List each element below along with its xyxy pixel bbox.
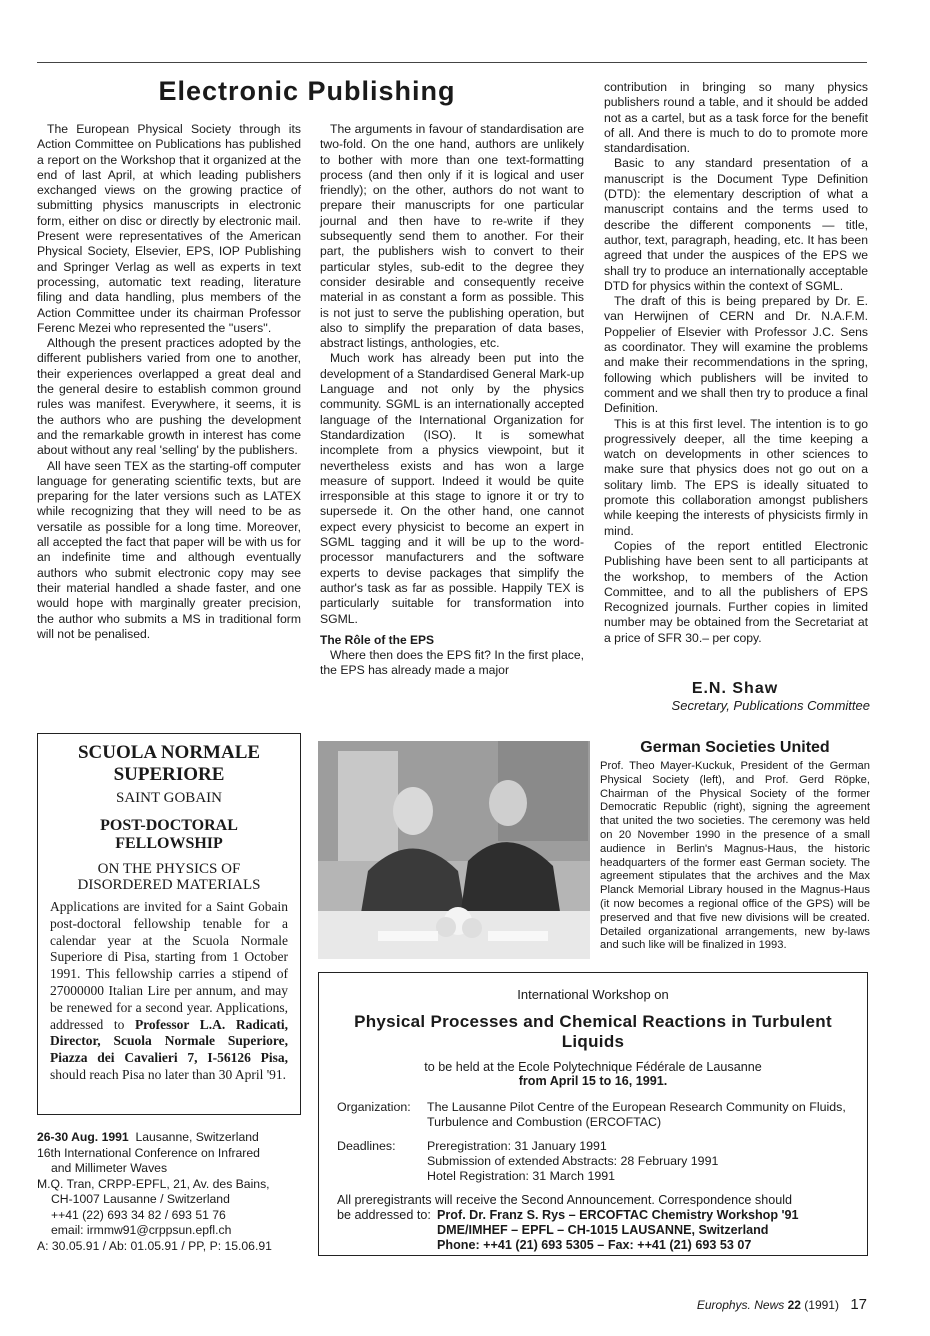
deadline-item: Preregistration: 31 January 1991 xyxy=(427,1139,607,1153)
paragraph: Where then does the EPS fit? In the first place, the EPS has already made a major xyxy=(320,648,584,678)
top-rule xyxy=(37,62,867,63)
correspondence-line: Prof. Dr. Franz S. Rys – ERCOFTAC Chemistry Workshop '91 xyxy=(437,1208,799,1222)
page-number: 17 xyxy=(850,1296,867,1313)
organization-row xyxy=(337,1100,849,1139)
ad-position: POST-DOCTORAL FELLOWSHIP xyxy=(100,817,238,852)
photo-illustration xyxy=(318,741,590,959)
correspondence-prefix: be addressed to: xyxy=(337,1208,431,1222)
author-role: Secretary, Publications Committee xyxy=(671,698,870,713)
article-title: Electronic Publishing xyxy=(158,76,456,106)
page-footer xyxy=(600,1296,867,1313)
ad-body-text: Applications are invited for a Saint Gobain post-doctoral fellowship tenable for a calendar year at the Scuola Normale Superiore di Pisa, starting from 1 October 1991. This fellowship carries a stipend of 27000000 Italian Lire per annum, and may be renewed for a second year. Applications, addressed to xyxy=(50,899,288,1032)
organization-text: The Lausanne Pilot Centre of the European Research Community on Fluids, Turbulence and Combustion (ERCOFTAC) xyxy=(427,1100,846,1129)
author-name: E.N. Shaw xyxy=(691,680,779,697)
deadlines-list xyxy=(427,1139,849,1193)
correspondence xyxy=(337,1193,849,1253)
conference-email: email: irmmw91@crppsun.epfl.ch xyxy=(51,1223,232,1237)
organization-label: Organization: xyxy=(337,1100,411,1114)
journal-year: (1991) xyxy=(804,1298,839,1312)
workshop-dates: from April 15 to 16, 1991. xyxy=(518,1074,668,1088)
deadline-item: Submission of extended Abstracts: 28 February 1991 xyxy=(427,1154,719,1168)
ad-location: SAINT GOBAIN xyxy=(116,790,222,806)
journal-volume: 22 xyxy=(787,1298,801,1312)
paragraph: contribution in bringing so many physics publishers round a table, and it should be added not as a cartel, but as a task force for the benefit of all. And there is much to do to promote more standardisation. xyxy=(604,80,868,156)
workshop-announcement xyxy=(318,972,868,1256)
paragraph: Basic to any standard presentation of a manuscript is the Document Type Definition (DTD): the elementary description of what a manuscript contains and the terms used to describe the different components — title, author, text, paragraph, heading, etc. It has been agreed that under the auspices of the EPS we shall try to produce an internationally acceptable DTD for physics within the context of SGML. xyxy=(604,156,868,293)
workshop-venue: to be held at the Ecole Polytechnique Fédérale de Lausanne xyxy=(424,1060,762,1074)
conference-name: 16th International Conference on Infrared xyxy=(37,1145,260,1160)
paragraph: Although the present practices adopted by the different publishers varied from one to another, their experiences overlapped a great deal and the general desire to establish common ground rules was manifest. Everywhere, it seems, it is the authors who are pushing the development and the remarkable growth in interest has come about without any real 'selling' by the publishers. xyxy=(37,336,301,458)
conference-date: 26-30 Aug. 1991 xyxy=(37,1130,129,1144)
signing-ceremony-photo xyxy=(318,741,590,959)
deadline-item: Hotel Registration: 31 March 1991 xyxy=(427,1169,616,1183)
paragraph: The arguments in favour of standardisation are two-fold. On the one hand, authors are unlikely to bother with more than one text-formatting process (and then only if it is logical and user friendly); on the other, authors do not want to prepare their manuscripts for one particular journal and then have to re-write if they subsequently send them to another. For their part, the publishers wish to convert to their particular styles, sub-edit to the degree they consider desirable and consequently receive material in as constant a form as possible. This is not just to serve the publishing operation, but also to simplify the preparation of data bases, abstract listings, anthologies, etc. xyxy=(320,122,584,351)
correspondence-address xyxy=(337,1208,849,1253)
conference-deadlines: A: 30.05.91 / Ab: 01.05.91 / PP, P: 15.06.91 xyxy=(37,1238,272,1253)
paragraph: This is at this first level. The intention is to go progressively deeper, all the time keeping a watch on developments in other sciences to make sure that physics does not go out on a solitary limb. The EPS is ideally situated to promote this collaboration amongst publishers while keeping the interests of physicists firmly in mind. xyxy=(604,416,868,538)
conference-place: Lausanne, Switzerland xyxy=(135,1130,259,1144)
ad-body xyxy=(50,899,288,1084)
workshop-title: Physical Processes and Chemical Reactions in Turbulent Liquids xyxy=(354,1012,832,1051)
article-column-2 xyxy=(320,122,584,679)
german-societies-title: German Societies United xyxy=(640,739,830,756)
ad-body-end: should reach Pisa no later than 30 April '91. xyxy=(50,1066,287,1082)
ad-address: Professor L.A. Radicati, Director, Scuola Normale Superiore, Piazza dei Cavalieri 7, I-56126 Pisa, xyxy=(50,1016,288,1066)
article-column-1 xyxy=(37,122,301,642)
journal-name: Europhys. News xyxy=(696,1298,785,1312)
workshop-intro: International Workshop on xyxy=(517,987,669,1002)
conference-contact-cont: CH-1007 Lausanne / Switzerland xyxy=(51,1192,230,1206)
deadlines-label: Deadlines: xyxy=(337,1139,396,1153)
conference-contact: M.Q. Tran, CRPP-EPFL, 21, Av. des Bains, xyxy=(37,1176,270,1191)
conference-listing xyxy=(37,1130,301,1254)
author-signature xyxy=(600,680,870,713)
paragraph: Copies of the report entitled Electronic Publishing have been sent to all participants at the workshop, to members of the Action Committee, and to all the publishers of EPS Recognized journals. Further copies in limited number may be obtained from the Secretariat at a price of SFR 30.– per copy. xyxy=(604,538,868,645)
fellowship-ad xyxy=(37,733,301,1115)
ad-subject: ON THE PHYSICS OF DISORDERED MATERIALS xyxy=(77,861,261,893)
ad-institution: SCUOLA NORMALE SUPERIORE xyxy=(77,742,261,785)
article-column-3 xyxy=(604,80,868,646)
correspondence-line: DME/IMHEF – EPFL – CH-1015 LAUSANNE, Switzerland xyxy=(437,1223,769,1237)
correspondence-line: Phone: ++41 (21) 693 5305 – Fax: ++41 (21) 693 53 07 xyxy=(437,1238,752,1252)
conference-name-cont: and Millimeter Waves xyxy=(51,1161,168,1175)
paragraph: The European Physical Society through its Action Committee on Publications has published a report on the Workshop that it organized at the end of last April, at which leading publishers exchanged views on the growing practice of submitting physics manuscripts in electronic form, either on disc or directly by electronic mail. Present were representatives of the American Physical Society, Elsevier, EPS, IOP Publishing and Springer Verlag as well as experts in text processing, automatic text reading, literature filing and data handling, plus members of the Action Committee under its chairman Professor Ferenc Mezei who represented the ''users''. xyxy=(37,122,301,335)
deadlines-row xyxy=(337,1139,849,1193)
section-heading: The Rôle of the EPS xyxy=(320,632,435,647)
paragraph: All have seen TEX as the starting-off computer language for generating scientific texts, but are preparing for the later versions such as LATEX while recognizing that they will need to be as versatile as possible for a long time. Moreover, all accepted the fact that paper will be with us for an indefinite time and although eventually authors who submit electronic copy may see their material handled a shade faster, and one would hope with marginally greater precision, the author who submits a MS in traditional form will not be penalised. xyxy=(37,458,301,641)
conference-phone: ++41 (22) 693 34 82 / 693 51 76 xyxy=(51,1207,226,1222)
paragraph: Much work has already been put into the development of a Standardised General Mark-up Language and not only by the physics community. SGML is an internationally accepted language of the International Organization for Standardization (ISO). It is somewhat incomplete from a physics viewpoint, but it nevertheless exists and has won a large measure of support. Indeed it would be quite irresponsible at this stage to ignore it or try to supersede it. On the other hand, one cannot expect every physicist to become an expert in SGML tagging and it will be up to the word-processor manufacturers and the software experts to devise packages that simplify the author's task as far as possible. Happily TEX is particularly suitable for transformation into SGML. xyxy=(320,351,584,626)
paragraph: The draft of this is being prepared by Dr. E. van Herwijnen of CERN and Dr. N.A.F.M. Poppelier of Elsevier with Professor J.C. Sens as coordinator. They will examine the problems and make their recommendations in the spring, following which publishers will be invited to comment and we shall then try to produce a final Definition. xyxy=(604,294,868,416)
german-societies-body: Prof. Theo Mayer-Kuckuk, President of the German Physical Society (left), and Prof. Gerd Röpke, Chairman of the Physical Society of the former Democratic Republic (right), signing the agreement that united the two societies. The ceremony was held on 20 November 1990 in the presence of a small audience in Berlin's Magnus-Haus, the historic headquarters of the former east German society. The agreement stipulates that the archives and the Max Planck Memorial Library housed in the Magnus-Haus (it now becomes a regional office of the GPS) will be preserved and that five new divisions will be created. Detailed organizational arrangements, new by-laws and such like will be finalized in 1993. xyxy=(600,760,870,952)
correspondence-note: All preregistrants will receive the Second Announcement. Correspondence should xyxy=(337,1193,793,1207)
workshop-details xyxy=(337,1100,849,1193)
